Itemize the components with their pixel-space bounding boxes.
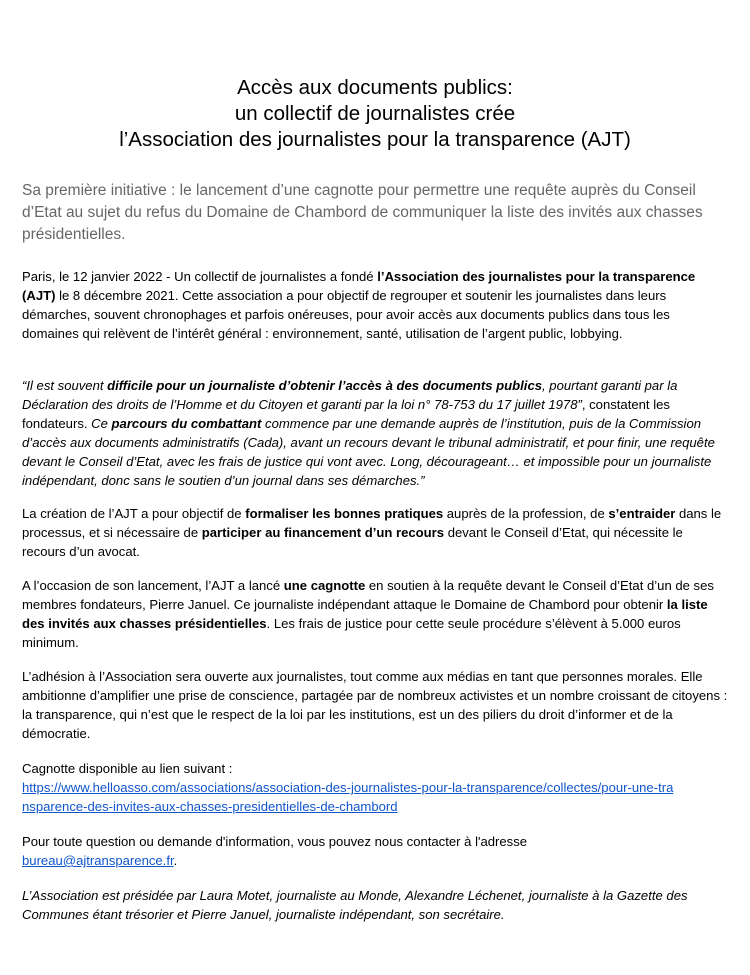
p2-bold-2: parcours du combattant bbox=[111, 416, 262, 431]
p2-text-3: , constatent les fondateurs. bbox=[22, 397, 670, 431]
cagnotte-link[interactable] bbox=[22, 778, 730, 816]
page-title bbox=[0, 75, 750, 153]
paragraph-link bbox=[22, 759, 730, 816]
p4-text-1: A l’occasion de son lancement, l’AJT a lancé bbox=[22, 578, 284, 593]
contact-period: . bbox=[173, 853, 178, 868]
contact-text: Pour toute question ou demande d'information, vous pouvez nous contacter à l'adresse bbox=[22, 834, 528, 849]
p2-text-5: commence par une demande auprès de l’institution, puis de la Commission d’accès aux documents administratifs (Cada), avant un recours devant le tribunal administratif, et pour finir, une requête devant le Conseil d’Etat, avec les frais de justice qui vont avec. Long, décourageant… et impossible pour un journaliste indépendant, donc sans le soutien d’un journal dans ses démarches.” bbox=[22, 416, 715, 488]
paragraph-intro bbox=[22, 267, 730, 343]
p2-text-1: “Il est souvent bbox=[22, 378, 108, 393]
paragraph-contact bbox=[22, 832, 730, 870]
paragraph-cagnotte bbox=[22, 576, 730, 652]
title-line-1: Accès aux documents publics: bbox=[237, 76, 513, 99]
p2-text-4: Ce bbox=[91, 416, 112, 431]
p1-text-2: le 8 décembre 2021. Cette association a pour objectif de regrouper et soutenir les journalistes dans leurs démarches, souvent chronophages et parfois onéreuses, pour avoir accès aux documents publics dans tous les domaines qui relèvent de l’intérêt général : environnement, santé, utilisation de l’argent public, lobbying. bbox=[22, 288, 670, 341]
p3-text-1: La création de l’AJT a pour objectif de bbox=[22, 506, 246, 521]
contact-email-link[interactable]: bureau@ajtransparence.fr bbox=[22, 853, 174, 868]
p2-text-2: , pourtant garanti par la Déclaration des droits de l’Homme et du Citoyen et garanti par la loi n° 78-753 du 17 juillet 1978” bbox=[22, 378, 678, 412]
subtitle: Sa première initiative : le lancement d’une cagnotte pour permettre une requête auprès du Conseil d’Etat au sujet du refus du Domaine de Chambord de communiquer la liste des invités aux chasses présidentielles. bbox=[22, 182, 703, 243]
p3-text-3: dans le processus, et si nécessaire de bbox=[22, 506, 722, 540]
p4-text-3: . Les frais de justice pour cette seule procédure s’élèvent à 5.000 euros minimum. bbox=[22, 616, 681, 650]
p4-text-2: en soutien à la requête devant le Conseil d’Etat d’un de ses membres fondateurs, Pierre Januel. Ce journaliste indépendant attaque le Domaine de Chambord pour obtenir bbox=[22, 578, 714, 612]
title-line-2: un collectif de journalistes crée bbox=[234, 102, 516, 125]
cagnotte-link-line-2[interactable]: nsparence-des-invites-aux-chasses-presidentielles-de-chambord bbox=[22, 799, 398, 814]
p3-text-2: auprès de la profession, de bbox=[443, 506, 609, 521]
cagnotte-link-line-1[interactable]: https://www.helloasso.com/associations/association-des-journalistes-pour-la-transparence/collectes/pour-une-tra bbox=[22, 780, 674, 795]
board-text: L’Association est présidée par Laura Motet, journaliste au Monde, Alexandre Léchenet, journaliste à la Gazette des Communes étant trésorier et Pierre Januel, journaliste indépendant, son secrétaire. bbox=[22, 888, 688, 922]
p1-text-1: Paris, le 12 janvier 2022 - Un collectif de journalistes a fondé bbox=[22, 269, 378, 284]
p1-bold-1: l’Association des journalistes pour la transparence (AJT) bbox=[22, 269, 696, 303]
p3-bold-3: participer au financement d’un recours bbox=[201, 525, 445, 540]
p3-bold-2: s’entraider bbox=[608, 506, 676, 521]
paragraph-board bbox=[22, 886, 730, 924]
p3-text-4: devant le Conseil d’Etat, qui nécessite le recours d’un avocat. bbox=[22, 525, 683, 559]
paragraph-quote bbox=[22, 376, 730, 490]
paragraph-membership: L’adhésion à l’Association sera ouverte aux journalistes, tout comme aux médias en tant que personnes morales. Elle ambitionne d’amplifier une prise de conscience, partagée par de nombreux activistes et un nombre croissant de citoyens : la transparence, qui n’est que le respect de la loi par les institutions, est un des piliers du droit d’informer et de la démocratie. bbox=[22, 669, 728, 741]
p3-bold-1: formaliser les bonnes pratiques bbox=[245, 506, 444, 521]
p2-bold-1: difficile pour un journaliste d’obtenir l’accès à des documents publics bbox=[107, 378, 543, 393]
paragraph-objectives bbox=[22, 504, 730, 561]
p4-bold-1: une cagnotte bbox=[283, 578, 366, 593]
title-line-3: l’Association des journalistes pour la transparence (AJT) bbox=[119, 128, 631, 151]
link-label: Cagnotte disponible au lien suivant : bbox=[22, 761, 233, 776]
p4-bold-2: la liste des invités aux chasses présidentielles bbox=[22, 597, 708, 631]
